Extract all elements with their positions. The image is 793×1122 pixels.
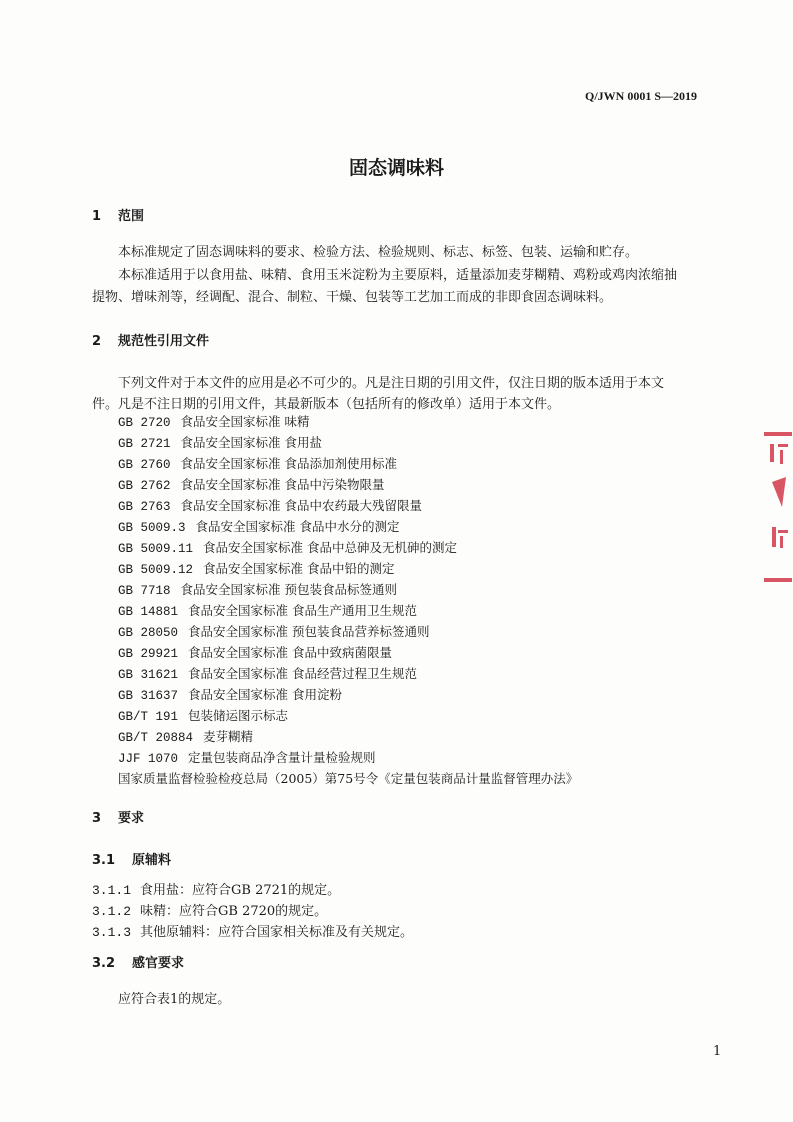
reference-title: 食品安全国家标准 味精 — [180, 414, 310, 429]
section-title: 原辅料 — [132, 853, 172, 868]
reference-code: GB 28050 — [118, 626, 179, 640]
clause-text: 其他原辅料：应符合国家相关标准及有关规定。 — [140, 925, 414, 940]
clause-3-1-2 — [92, 900, 327, 919]
reference-title: 食品安全国家标准 食品添加剂使用标准 — [180, 456, 397, 471]
section-title: 规范性引用文件 — [118, 334, 210, 349]
reference-title: 食品安全国家标准 预包装食品标签通则 — [180, 582, 397, 597]
reference-code: GB 2762 — [118, 479, 171, 493]
reference-item — [118, 748, 376, 766]
reference-item — [118, 685, 342, 703]
section-3-2-heading — [92, 952, 184, 971]
reference-title: 食品安全国家标准 食品中总砷及无机砷的测定 — [203, 540, 457, 555]
paragraph: 应符合表1的规定。 — [118, 992, 231, 1007]
section-title: 要求 — [118, 811, 145, 826]
reference-title: 麦芽糊精 — [203, 729, 254, 744]
clause-number: 3.1.2 — [92, 904, 132, 919]
page-number: 1 — [713, 1044, 722, 1059]
reference-code: GB 31621 — [118, 668, 179, 682]
reference-code: JJF 1070 — [118, 752, 179, 766]
paragraph: 件。凡是不注日期的引用文件，其最新版本（包括所有的修改单）适用于本文件。 — [92, 397, 561, 412]
reference-item — [118, 664, 417, 682]
clause-number: 3.1.1 — [92, 883, 132, 898]
clause-text: 味精：应符合GB 2720的规定。 — [140, 904, 328, 919]
clause-3-1-3 — [92, 921, 413, 940]
reference-title: 国家质量监督检验检疫总局（2005）第75号令《定量包装商品计量监督管理办法》 — [118, 771, 579, 786]
section-title: 感官要求 — [132, 956, 185, 971]
reference-item — [118, 706, 288, 724]
reference-title: 食品安全国家标准 食品中农药最大残留限量 — [180, 498, 422, 513]
paragraph: 本标准规定了固态调味料的要求、检验方法、检验规则、标志、标签、包装、运输和贮存。 — [118, 245, 639, 260]
reference-title: 食品安全国家标准 食品经营过程卫生规范 — [188, 666, 417, 681]
section-number: 3.2 — [92, 956, 116, 971]
reference-code: GB 14881 — [118, 605, 179, 619]
clause-number: 3.1.3 — [92, 925, 132, 940]
reference-code: GB 2720 — [118, 416, 171, 430]
section-number: 1 — [92, 209, 102, 224]
clause-text: 食用盐：应符合GB 2721的规定。 — [140, 883, 341, 898]
reference-title: 包装储运图示标志 — [188, 708, 289, 723]
page-title: 固态调味料 — [348, 157, 444, 179]
reference-item — [118, 412, 310, 430]
reference-item — [118, 496, 422, 514]
reference-item — [118, 622, 430, 640]
seal-stamp-fragment — [762, 432, 792, 582]
paragraph: 提物、增味剂等，经调配、混合、制粒、干燥、包装等工艺加工而成的非即食固态调味料。 — [92, 290, 613, 305]
reference-code: GB 2760 — [118, 458, 171, 472]
paragraph: 下列文件对于本文件的应用是必不可少的。凡是注日期的引用文件，仅注日期的版本适用于本文 — [118, 376, 665, 391]
paragraph: 本标准适用于以食用盐、味精、食用玉米淀粉为主要原料，适量添加麦芽糊精、鸡粉或鸡肉浓缩抽 — [118, 268, 678, 283]
reference-title: 食品安全国家标准 食品中致病菌限量 — [188, 645, 392, 660]
reference-title: 食品安全国家标准 食品中水分的测定 — [195, 519, 400, 534]
reference-code: GB 31637 — [118, 689, 179, 703]
section-number: 3.1 — [92, 853, 116, 868]
reference-title: 定量包装商品净含量计量检验规则 — [188, 750, 376, 765]
reference-item — [118, 433, 322, 451]
reference-title: 食品安全国家标准 食品中污染物限量 — [180, 477, 385, 492]
reference-title: 食品安全国家标准 食用淀粉 — [188, 687, 342, 702]
reference-code: GB 5009.3 — [118, 521, 186, 535]
reference-title: 食品安全国家标准 食用盐 — [180, 435, 322, 450]
section-3-heading — [92, 807, 144, 826]
reference-code: GB 5009.12 — [118, 563, 194, 577]
reference-item — [118, 517, 400, 535]
reference-code: GB/T 20884 — [118, 731, 194, 745]
reference-code: GB 29921 — [118, 647, 179, 661]
reference-item — [118, 727, 253, 745]
reference-code: GB/T 191 — [118, 710, 179, 724]
reference-item — [118, 580, 397, 598]
section-number: 2 — [92, 334, 102, 349]
section-1-heading — [92, 205, 144, 224]
reference-title: 食品安全国家标准 食品生产通用卫生规范 — [188, 603, 417, 618]
reference-title: 食品安全国家标准 食品中铅的测定 — [203, 561, 395, 576]
reference-item — [118, 538, 457, 556]
clause-3-1-1 — [92, 879, 340, 898]
reference-item — [118, 769, 578, 787]
section-3-1-heading — [92, 849, 171, 868]
reference-code: GB 2721 — [118, 437, 171, 451]
reference-item — [118, 559, 395, 577]
reference-code: GB 2763 — [118, 500, 171, 514]
reference-title: 食品安全国家标准 预包装食品营养标签通则 — [188, 624, 430, 639]
section-2-heading — [92, 330, 209, 349]
reference-item — [118, 475, 385, 493]
doc-number: Q/JWN 0001 S—2019 — [584, 89, 697, 103]
reference-item — [118, 601, 417, 619]
reference-code: GB 7718 — [118, 584, 171, 598]
reference-code: GB 5009.11 — [118, 542, 194, 556]
section-number: 3 — [92, 811, 102, 826]
section-title: 范围 — [118, 209, 145, 224]
reference-item — [118, 454, 397, 472]
reference-item — [118, 643, 392, 661]
